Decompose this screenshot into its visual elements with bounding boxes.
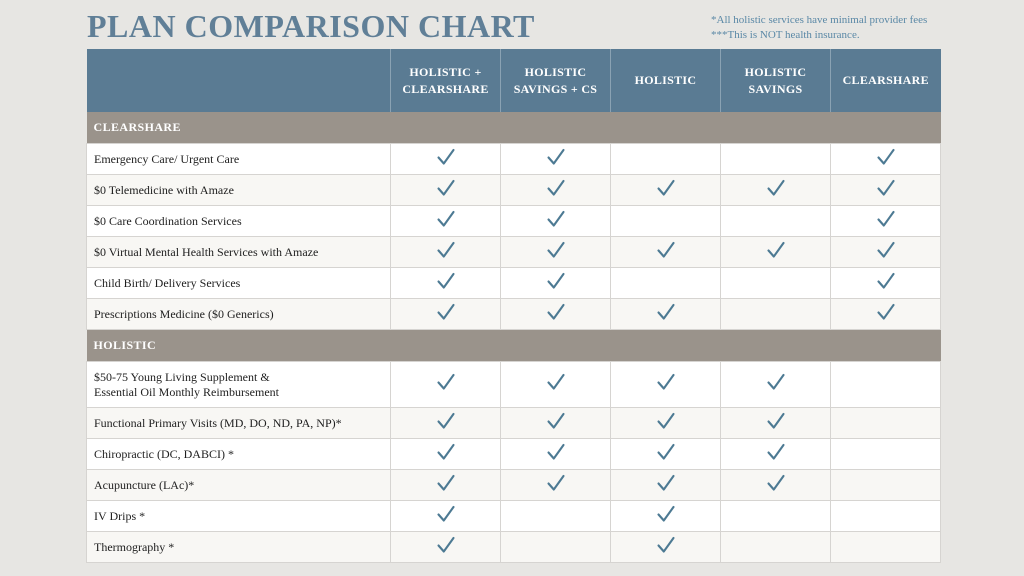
plan-cell [831, 470, 941, 501]
plan-cell [501, 206, 611, 237]
checkmark-icon [766, 178, 786, 198]
checkmark-icon [656, 302, 676, 322]
checkmark-icon [546, 240, 566, 260]
feature-label-line: $0 Care Coordination Services [94, 213, 242, 228]
checkmark-icon [546, 473, 566, 493]
footnotes [711, 13, 927, 43]
plan-cell [611, 362, 721, 408]
section-title: HOLISTIC [87, 330, 941, 362]
plan-cell [721, 408, 831, 439]
plan-header-holistic-savings-cs: HOLISTIC SAVINGS + CS [501, 49, 611, 112]
checkmark-icon [876, 147, 896, 167]
plan-header-holistic-clearshare: HOLISTIC + CLEARSHARE [391, 49, 501, 112]
table-body [87, 112, 941, 563]
feature-label-line: Child Birth/ Delivery Services [94, 275, 241, 290]
plan-cell [501, 362, 611, 408]
plan-cell [721, 501, 831, 532]
checkmark-icon [656, 240, 676, 260]
plan-header-row [87, 49, 941, 112]
checkmark-icon [546, 209, 566, 229]
plan-cell [501, 299, 611, 330]
checkmark-icon [436, 209, 456, 229]
plan-cell [721, 362, 831, 408]
plan-cell [391, 362, 501, 408]
plan-cell [611, 439, 721, 470]
section-row [87, 330, 941, 362]
plan-cell [611, 175, 721, 206]
plan-cell [831, 206, 941, 237]
checkmark-icon [656, 473, 676, 493]
plan-cell [611, 408, 721, 439]
plan-cell [721, 206, 831, 237]
checkmark-icon [546, 178, 566, 198]
plan-cell [391, 408, 501, 439]
checkmark-icon [656, 411, 676, 431]
table-row [87, 470, 941, 501]
plan-cell [501, 237, 611, 268]
checkmark-icon [436, 473, 456, 493]
plan-cell [611, 268, 721, 299]
plan-cell [831, 268, 941, 299]
feature-label [87, 470, 391, 501]
table-row [87, 175, 941, 206]
checkmark-icon [436, 411, 456, 431]
feature-label-line: Chiropractic (DC, DABCI) * [94, 446, 234, 461]
plan-cell [721, 439, 831, 470]
table-row [87, 501, 941, 532]
section-row [87, 112, 941, 144]
feature-label-line: IV Drips * [94, 508, 146, 523]
feature-label [87, 206, 391, 237]
plan-cell [391, 206, 501, 237]
plan-cell [721, 144, 831, 175]
plan-cell [721, 175, 831, 206]
checkmark-icon [656, 535, 676, 555]
checkmark-icon [766, 372, 786, 392]
plan-cell [391, 439, 501, 470]
feature-label-line: $50-75 Young Living Supplement & [94, 369, 270, 384]
feature-label-line: Prescriptions Medicine ($0 Generics) [94, 306, 274, 321]
plan-cell [831, 175, 941, 206]
plan-cell [501, 501, 611, 532]
checkmark-icon [876, 271, 896, 291]
page-title: PLAN COMPARISON CHART [87, 8, 535, 44]
checkmark-icon [656, 504, 676, 524]
plan-cell [721, 237, 831, 268]
plan-cell [721, 268, 831, 299]
table-row [87, 299, 941, 330]
plan-cell [391, 175, 501, 206]
checkmark-icon [436, 442, 456, 462]
feature-label [87, 408, 391, 439]
table-row [87, 408, 941, 439]
plan-cell [611, 470, 721, 501]
footnote-provider-fees: *All holistic services have minimal provider fees [711, 14, 928, 26]
checkmark-icon [546, 372, 566, 392]
plan-header-clearshare: CLEARSHARE [831, 49, 941, 112]
table-row [87, 439, 941, 470]
plan-cell [501, 532, 611, 563]
checkmark-icon [656, 442, 676, 462]
checkmark-icon [436, 271, 456, 291]
plan-cell [611, 299, 721, 330]
checkmark-icon [766, 240, 786, 260]
checkmark-icon [876, 302, 896, 322]
plan-cell [831, 408, 941, 439]
plan-cell [611, 501, 721, 532]
checkmark-icon [876, 209, 896, 229]
plan-cell [391, 237, 501, 268]
table-row [87, 237, 941, 268]
plan-cell [391, 299, 501, 330]
feature-label-line: Functional Primary Visits (MD, DO, ND, PA, NP)* [94, 415, 342, 430]
plan-cell [501, 268, 611, 299]
feature-label [87, 439, 391, 470]
plan-cell [391, 532, 501, 563]
table-row [87, 144, 941, 175]
plan-header-holistic: HOLISTIC [611, 49, 721, 112]
plan-cell [501, 175, 611, 206]
plan-header-holistic-savings: HOLISTIC SAVINGS [721, 49, 831, 112]
plan-cell [721, 470, 831, 501]
table-row [87, 268, 941, 299]
plan-cell [611, 144, 721, 175]
feature-label [87, 175, 391, 206]
plan-cell [721, 299, 831, 330]
checkmark-icon [436, 535, 456, 555]
plan-cell [611, 532, 721, 563]
feature-label [87, 532, 391, 563]
checkmark-icon [546, 147, 566, 167]
plan-cell [391, 501, 501, 532]
checkmark-icon [436, 372, 456, 392]
checkmark-icon [436, 178, 456, 198]
checkmark-icon [766, 442, 786, 462]
plan-cell [611, 206, 721, 237]
plan-cell [831, 362, 941, 408]
checkmark-icon [656, 178, 676, 198]
plan-cell [831, 439, 941, 470]
plan-cell [501, 408, 611, 439]
table-row [87, 206, 941, 237]
plan-cell [391, 470, 501, 501]
feature-label-line: $0 Virtual Mental Health Services with Amaze [94, 244, 319, 259]
checkmark-icon [546, 442, 566, 462]
plan-cell [831, 501, 941, 532]
feature-label-line: Thermography * [94, 539, 175, 554]
feature-label-line: Emergency Care/ Urgent Care [94, 151, 240, 166]
checkmark-icon [766, 411, 786, 431]
feature-label-line: Acupuncture (LAc)* [94, 477, 195, 492]
plan-cell [501, 470, 611, 501]
checkmark-icon [546, 411, 566, 431]
feature-label-line: Essential Oil Monthly Reimbursement [94, 384, 279, 399]
checkmark-icon [876, 240, 896, 260]
feature-label [87, 362, 391, 408]
plan-cell [831, 532, 941, 563]
plan-cell [831, 144, 941, 175]
checkmark-icon [436, 302, 456, 322]
checkmark-icon [546, 302, 566, 322]
feature-label-line: $0 Telemedicine with Amaze [94, 182, 234, 197]
footnote-not-insurance: ***This is NOT health insurance. [711, 29, 860, 41]
table-row [87, 362, 941, 408]
feature-label [87, 237, 391, 268]
checkmark-icon [876, 178, 896, 198]
checkmark-icon [546, 271, 566, 291]
section-title: CLEARSHARE [87, 112, 941, 144]
checkmark-icon [656, 372, 676, 392]
plan-cell [831, 237, 941, 268]
feature-label [87, 299, 391, 330]
comparison-table [86, 49, 941, 563]
plan-cell [501, 144, 611, 175]
feature-label [87, 268, 391, 299]
plan-cell [611, 237, 721, 268]
feature-label [87, 501, 391, 532]
checkmark-icon [766, 473, 786, 493]
table-row [87, 532, 941, 563]
plan-cell [501, 439, 611, 470]
plan-cell [391, 268, 501, 299]
header-corner [87, 49, 391, 112]
checkmark-icon [436, 504, 456, 524]
plan-cell [721, 532, 831, 563]
plan-cell [831, 299, 941, 330]
checkmark-icon [436, 147, 456, 167]
checkmark-icon [436, 240, 456, 260]
plan-cell [391, 144, 501, 175]
feature-label [87, 144, 391, 175]
